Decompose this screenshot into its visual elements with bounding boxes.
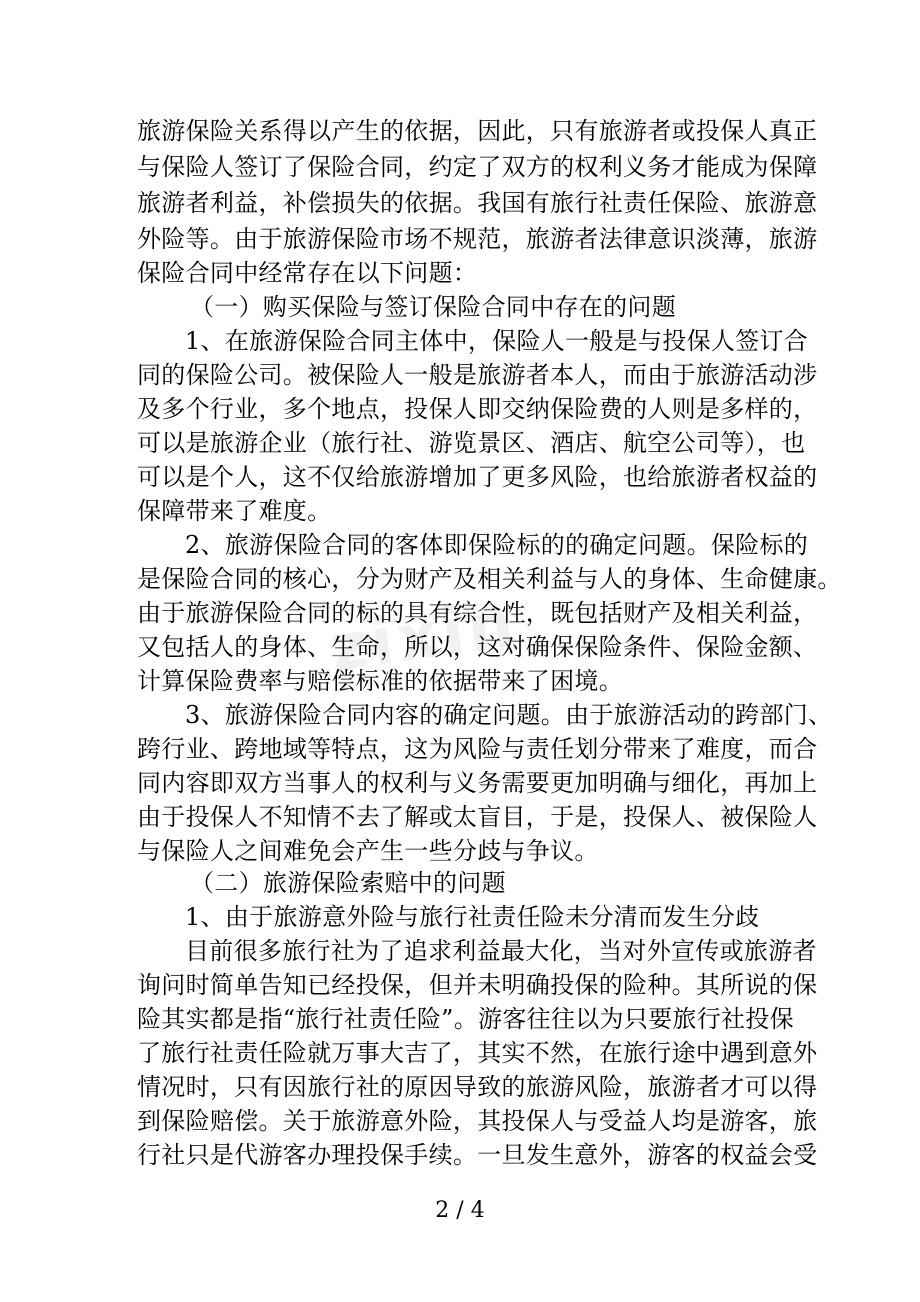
text-line: 与保险人之间难免会产生一些分歧与争议。 xyxy=(137,837,599,865)
text-line: 旅游保险关系得以产生的依据，因此，只有旅游者或投保人真正 xyxy=(137,117,818,145)
text-line: 计算保险费率与赔偿标准的依据带来了困境。 xyxy=(137,667,623,695)
text-line: 同的保险公司。被保险人一般是旅游者本人，而由于旅游活动涉 xyxy=(137,361,818,389)
text-line: 了旅行社责任险就万事大吉了，其实不然，在旅行途中遇到意外 xyxy=(137,1039,818,1067)
text-line: 旅游者利益，补偿损失的依据。我国有旅行社责任保险、旅游意 xyxy=(137,189,818,217)
text-line: 又包括人的身体、生命，所以，这对确保保险条件、保险金额、 xyxy=(137,633,818,661)
text-line: 目前很多旅行社为了追求利益最大化，当对外宣传或旅游者 xyxy=(185,937,817,965)
section-heading: （一）购买保险与签订保险合同中存在的问题 xyxy=(190,293,676,321)
text-line: 同内容即双方当事人的权利与义务需要更加明确与细化，再加上 xyxy=(137,769,818,797)
text-line: 及多个行业，多个地点，投保人即交纳保险费的人则是多样的， xyxy=(137,395,818,423)
section-heading: （二）旅游保险索赔中的问题 xyxy=(190,869,506,897)
text-line: 情况时，只有因旅行社的原因导致的旅游风险，旅游者才可以得 xyxy=(137,1073,818,1101)
text-line: 与保险人签订了保险合同，约定了双方的权利义务才能成为保障 xyxy=(137,153,818,181)
text-line: 1、由于旅游意外险与旅行社责任险未分清而发生分歧 xyxy=(185,903,760,931)
text-line: 保险合同中经常存在以下问题： xyxy=(137,259,478,287)
text-line: 是保险合同的核心，分为财产及相关利益与人的身体、生命健康。 xyxy=(137,565,842,593)
text-line: 可以是旅游企业（旅行社、游览景区、酒店、航空公司等），也 xyxy=(137,429,806,457)
text-line: 跨行业、跨地域等特点，这为风险与责任划分带来了难度，而合 xyxy=(137,735,818,763)
text-line: 2、旅游保险合同的客体即保险标的的确定问题。保险标的 xyxy=(185,531,809,559)
text-line: 外险等。由于旅游保险市场不规范，旅游者法律意识淡薄，旅游 xyxy=(137,225,818,253)
text-line: 询问时简单告知已经投保，但并未明确投保的险种。其所说的保 xyxy=(137,971,818,999)
watermark: zixin xyxy=(325,587,523,687)
text-line: 由于投保人不知情不去了解或太盲目，于是，投保人、被保险人 xyxy=(137,803,818,831)
text-line: 到保险赔偿。关于旅游意外险，其投保人与受益人均是游客，旅 xyxy=(137,1107,818,1135)
text-line: 由于旅游保险合同的标的具有综合性，既包括财产及相关利益， xyxy=(137,599,818,627)
text-line: 行社只是代游客办理投保手续。一旦发生意外，游客的权益会受 xyxy=(137,1141,818,1169)
text-line: 可以是个人，这不仅给旅游增加了更多风险，也给旅游者权益的 xyxy=(137,463,818,491)
text-line: 1、在旅游保险合同主体中，保险人一般是与投保人签订合 xyxy=(185,327,809,355)
page-number: 2 / 4 xyxy=(435,1198,485,1223)
text-line: 3、旅游保险合同内容的确定问题。由于旅游活动的跨部门、 xyxy=(185,701,833,729)
text-line: 保障带来了难度。 xyxy=(137,497,332,525)
text-line: 险其实都是指“旅行社责任险”。游客往往以为只要旅行社投保 xyxy=(137,1005,794,1033)
